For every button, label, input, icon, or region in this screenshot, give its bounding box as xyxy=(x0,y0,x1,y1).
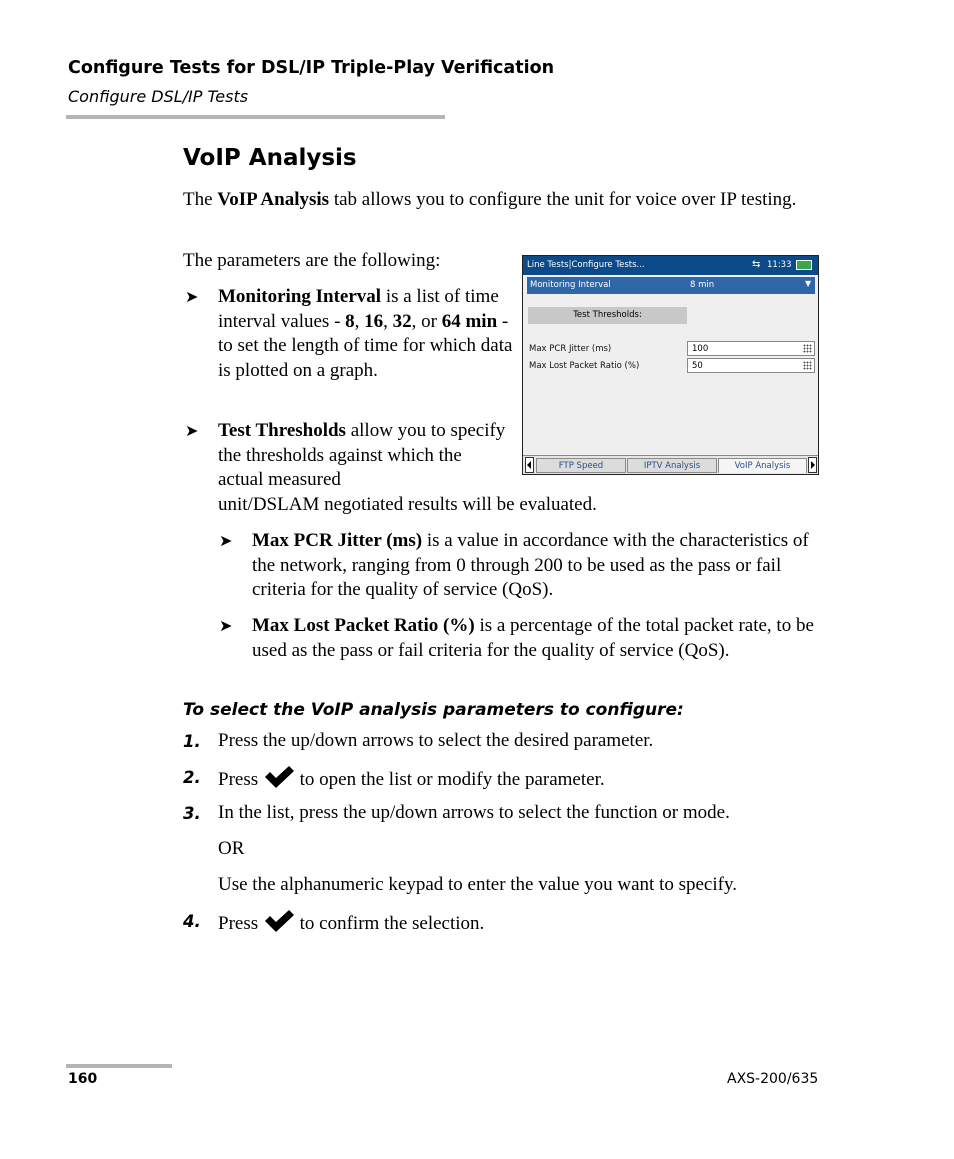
screen-title: Line Tests|Configure Tests... xyxy=(527,260,645,270)
step-pre: Press xyxy=(218,913,263,934)
step-number: 2. xyxy=(183,768,201,787)
step-text: In the list, press the up/down arrows to select the function or mode. xyxy=(218,802,730,823)
params-intro: The parameters are the following: xyxy=(183,250,441,271)
step-post: to open the list or modify the parameter. xyxy=(294,769,605,790)
packet-value: 50 xyxy=(692,361,703,371)
monitoring-sep2: , xyxy=(383,310,393,332)
monitoring-bold: Monitoring Interval xyxy=(218,286,382,307)
arrowhead-bullet-icon: ➤ xyxy=(185,289,199,306)
monitoring-value: 8 min xyxy=(690,280,715,290)
step-text xyxy=(218,909,818,937)
thresholds-text-b: unit/DSLAM negotiated results will be evaluated. xyxy=(218,494,597,515)
procedure-title: To select the VoIP analysis parameters to configure: xyxy=(183,700,684,720)
packet-label: Max Lost Packet Ratio (%) xyxy=(529,361,640,371)
jitter-field[interactable] xyxy=(687,341,815,356)
chevron-left-icon xyxy=(526,458,533,472)
tab-voip-analysis[interactable]: VoIP Analysis xyxy=(718,458,807,473)
clock-time: 11:33 xyxy=(767,260,792,270)
test-thresholds-button[interactable]: Test Thresholds: xyxy=(528,307,687,324)
monitoring-text1: is a list of time interval values - xyxy=(218,286,499,332)
intro-pre: The xyxy=(183,189,218,210)
monitoring-v4: 64 min xyxy=(441,310,498,332)
device-screenshot xyxy=(522,255,819,475)
screen-titlebar xyxy=(523,256,818,275)
intro-post: tab allows you to configure the unit for voice over IP testing. xyxy=(329,189,797,210)
monitoring-text2: - to set the length of time for which data is plotted on a graph. xyxy=(218,310,513,381)
battery-icon xyxy=(796,260,812,270)
intro-paragraph xyxy=(183,188,813,213)
packet-bold: Max Lost Packet Ratio (%) xyxy=(252,615,475,636)
jitter-bold: Max PCR Jitter (ms) xyxy=(252,530,423,551)
footer-rule xyxy=(66,1064,172,1068)
page-title: VoIP Analysis xyxy=(183,145,357,171)
packet-field[interactable] xyxy=(687,358,815,373)
chapter-title: Configure Tests for DSL/IP Triple-Play Verification xyxy=(68,58,555,78)
step-number: 3. xyxy=(183,804,201,823)
monitoring-interval-select[interactable] xyxy=(527,277,815,294)
header-rule xyxy=(66,115,445,119)
checkmark-icon xyxy=(263,765,295,789)
tab-iptv-analysis[interactable]: IPTV Analysis xyxy=(627,458,717,473)
bullet-test-thresholds xyxy=(218,419,508,493)
bullet-max-lost-packet-ratio xyxy=(252,614,822,663)
jitter-value: 100 xyxy=(692,344,709,354)
intro-bold: VoIP Analysis xyxy=(217,189,330,210)
jitter-text: is a value in accordance with the characteristics of the network, ranging from 0 through 200 to be used as the pass or fail criteria for the quality of service (QoS). xyxy=(252,530,809,600)
step-text xyxy=(218,765,818,793)
jitter-label: Max PCR Jitter (ms) xyxy=(529,344,612,354)
tab-ftp-speed[interactable]: FTP Speed xyxy=(536,458,626,473)
keypad-icon[interactable] xyxy=(803,361,812,370)
chevron-right-icon xyxy=(809,458,816,472)
thresholds-text-a: allow you to specify the thresholds against which the actual measured xyxy=(218,420,506,490)
monitoring-sep3: , or xyxy=(411,310,442,332)
arrowhead-bullet-icon: ➤ xyxy=(219,618,233,635)
arrowhead-bullet-icon: ➤ xyxy=(219,533,233,550)
monitoring-v2: 16 xyxy=(364,310,384,332)
network-icon: ⇆ xyxy=(752,259,761,270)
arrowhead-bullet-icon: ➤ xyxy=(185,423,199,440)
tab-bar xyxy=(523,455,818,475)
step-pre: Press xyxy=(218,769,263,790)
packet-text: is a percentage of the total packet rate, to be used as the pass or fail criteria for the quality of service (QoS). xyxy=(252,615,814,661)
monitoring-v3: 32 xyxy=(392,310,412,332)
checkmark-icon xyxy=(263,909,295,933)
step-number: 4. xyxy=(183,912,201,931)
step-post: to confirm the selection. xyxy=(294,913,485,934)
bullet-monitoring-interval xyxy=(218,285,513,383)
step-text: Press the up/down arrows to select the desired parameter. xyxy=(218,730,654,751)
section-subtitle: Configure DSL/IP Tests xyxy=(68,87,249,106)
alt-text: Use the alphanumeric keypad to enter the value you want to specify. xyxy=(218,874,737,895)
or-text: OR xyxy=(218,838,245,859)
thresholds-bold: Test Thresholds xyxy=(218,420,346,441)
product-model: AXS-200/635 xyxy=(727,1071,819,1087)
page-number: 160 xyxy=(68,1071,98,1087)
monitoring-label: Monitoring Interval xyxy=(530,280,611,290)
keypad-icon[interactable] xyxy=(803,344,812,353)
bullet-max-pcr-jitter xyxy=(252,529,817,603)
tab-scroll-left[interactable] xyxy=(525,457,534,473)
tab-scroll-right[interactable] xyxy=(808,457,817,473)
step-number: 1. xyxy=(183,732,201,751)
monitoring-v1: 8 xyxy=(345,310,355,332)
monitoring-sep1: , xyxy=(354,310,365,332)
chevron-down-icon: ▼ xyxy=(805,279,812,288)
